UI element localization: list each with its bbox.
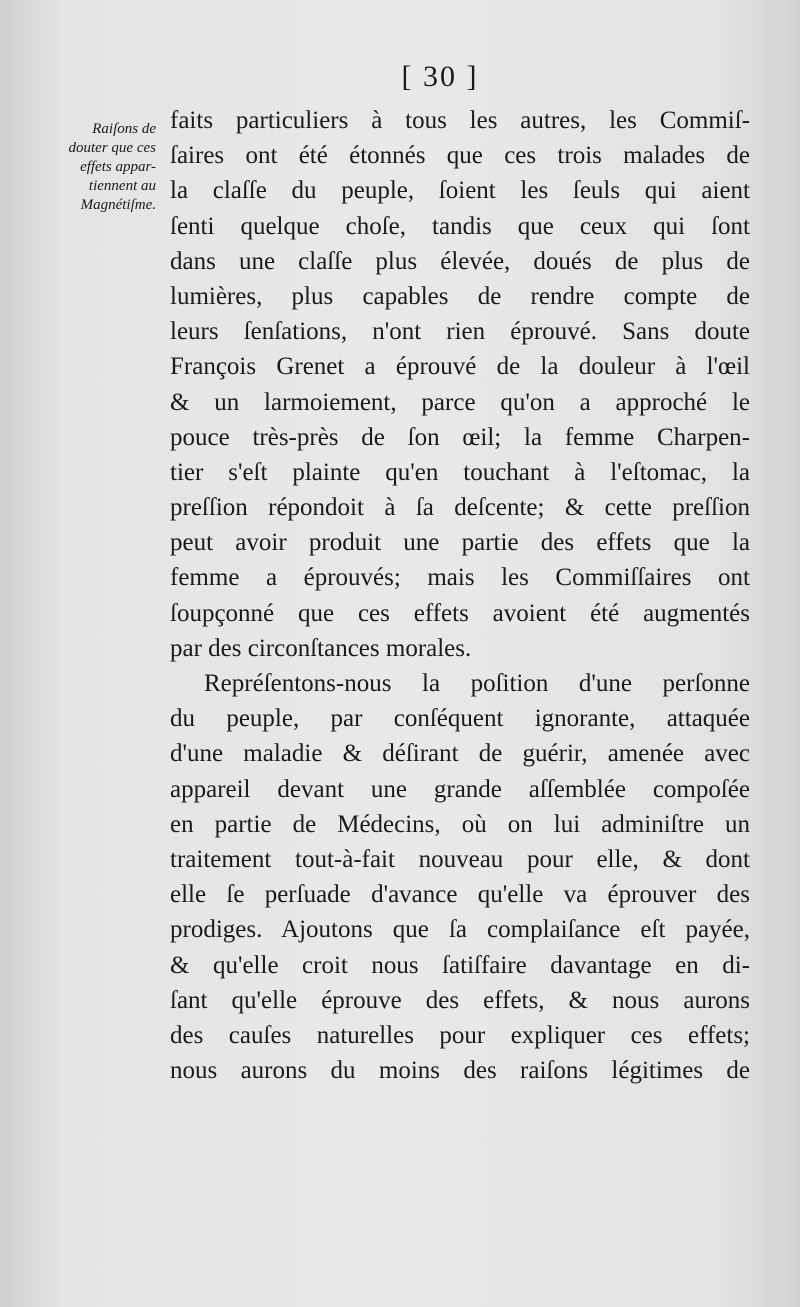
text-line: & un larmoiement, parce qu'on a approché le [170, 388, 750, 416]
body-text [170, 103, 750, 1088]
marginal-note-line: Magnétiſme. [80, 197, 156, 213]
text-line: ſoupçonné que ces effets avoient été augmentés [170, 599, 750, 627]
text-line: femme a éprouvés; mais les Commiſſaires ont [170, 564, 750, 592]
text-line: dans une claſſe plus élevée, doués de plus de [170, 247, 750, 275]
marginal-note [50, 120, 156, 215]
text-line: faits particuliers à tous les autres, les Commiſ- [170, 107, 750, 134]
text-line: Repréſentons-nous la poſition d'une perſonne [204, 670, 750, 697]
bleed-through-shadow [60, 1000, 160, 1016]
text-line: du peuple, par conſéquent ignorante, attaquée [170, 705, 750, 733]
paragraph-2 [170, 666, 750, 1088]
marginal-note-line: douter que ces [68, 140, 156, 156]
text-line: ſenti quelque choſe, tandis que ceux qui ſont [170, 212, 750, 240]
text-line: d'une maladie & déſirant de guérir, amenée avec [170, 740, 750, 768]
text-line: ſant qu'elle éprouve des effets, & nous aurons [170, 986, 750, 1014]
text-line: & qu'elle croit nous ſatiſfaire davantage en di- [170, 951, 750, 979]
page-number: [ 30 ] [401, 60, 479, 93]
text-line: tier s'eſt plainte qu'en touchant à l'eſtomac, la [170, 458, 750, 486]
text-line: elle ſe perſuade d'avance qu'elle va éprouver des [170, 881, 750, 909]
text-line: des cauſes naturelles pour expliquer ces effets; [170, 1021, 750, 1049]
text-line: par des circonſtances morales. [170, 634, 472, 662]
text-line: peut avoir produit une partie des effets que la [170, 529, 750, 557]
marginal-note-line: effets appar- [80, 159, 156, 175]
marginal-note-line: tiennent au [88, 178, 156, 194]
text-line: en partie de Médecins, où on lui adminiſtre un [170, 810, 750, 838]
text-line: nous aurons du moins des raiſons légitimes de [170, 1057, 750, 1085]
text-line: prodiges. Ajoutons que ſa complaiſance eſt payée, [170, 916, 750, 944]
text-line: pouce très-près de ſon œil; la femme Charpen- [170, 423, 750, 451]
text-line: appareil devant une grande aſſemblée compoſée [170, 775, 750, 803]
text-line: la claſſe du peuple, ſoient les ſeuls qui aient [170, 177, 750, 205]
paragraph-1 [170, 103, 750, 666]
text-line: lumières, plus capables de rendre compte de [170, 282, 750, 310]
text-line: preſſion répondoit à ſa deſcente; & cette preſſion [170, 494, 750, 522]
marginal-note-line: Raiſons de [92, 121, 156, 137]
text-line: ſaires ont été étonnés que ces trois malades de [170, 142, 750, 170]
text-line: leurs ſenſations, n'ont rien éprouvé. Sans doute [170, 318, 750, 346]
text-line: traitement tout-à-fait nouveau pour elle, & dont [170, 845, 750, 873]
text-line: François Grenet a éprouvé de la douleur à l'œil [170, 353, 750, 381]
